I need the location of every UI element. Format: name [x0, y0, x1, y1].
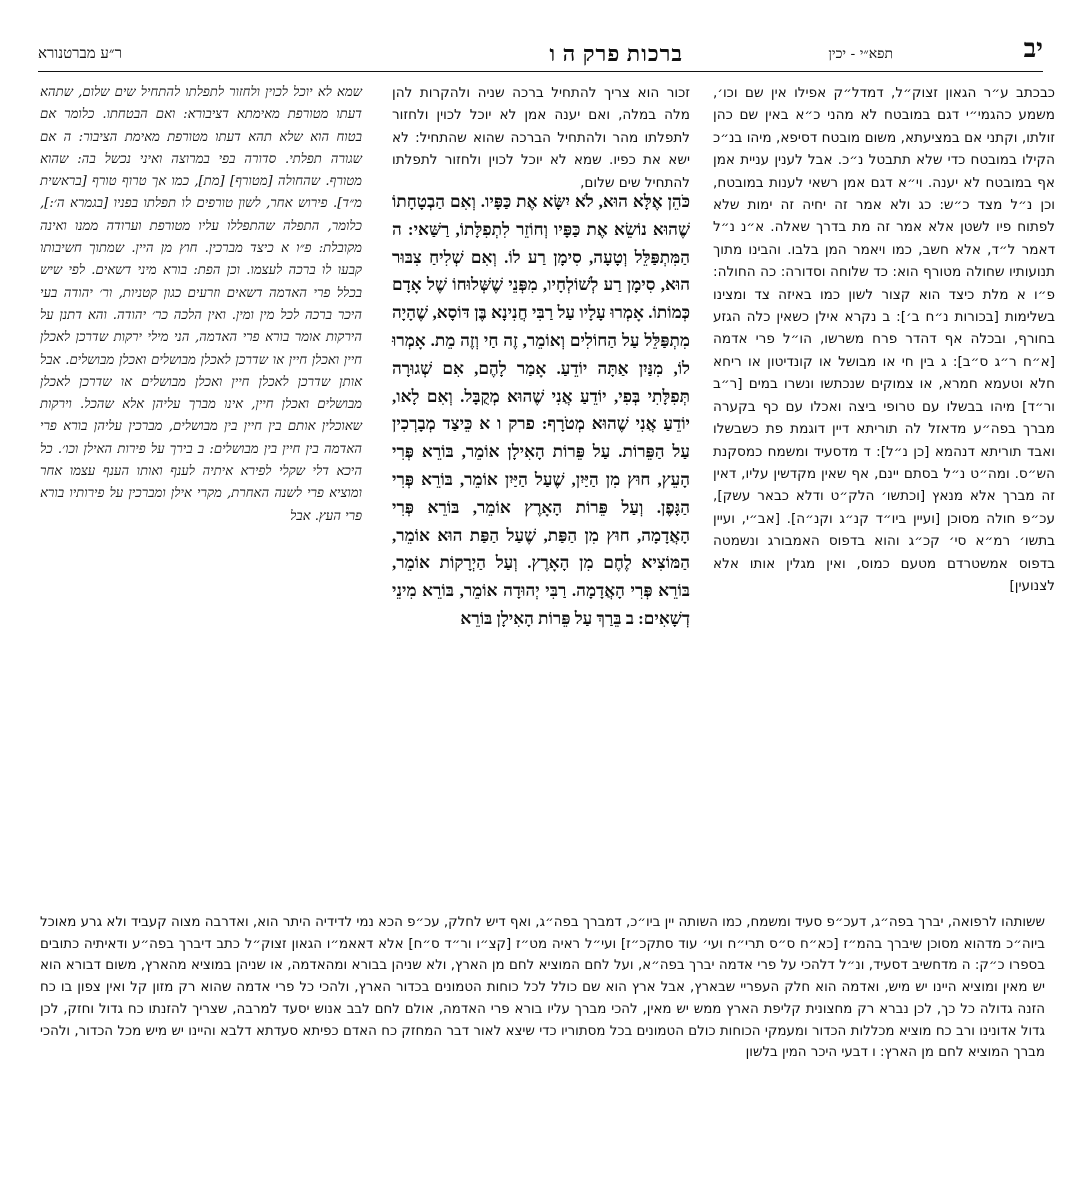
header-rule	[38, 71, 1043, 72]
bottom-commentary	[40, 912, 1045, 1182]
bottom-commentary-text: ששותהו לרפואה, יברך בפה״ג, דעכ״פ סעיד ומשמח, כמו השותה יין ביו״כ, דמברך בפה״ג, ואף דיש לחלק, עכ״פ הכא נמי לדידיה היתר הוא, ואדרבה מצוה קעביד ולא גרע מאוכל ביוה״כ מדהוא מסוכן שיברך בהמ״ז [כא״ח ס״ס תרי״ח ועי׳ עוד סתקכ״ז] ועי״ל ראיה מט״ז [קצ״ו ור״ד ס״ח] אלא דאאמ״ו הגאון זצוק״ל כתב דיברך בפה״ע ודאיתיה כתובים בספרו כ״ק: ה מדחשיב דסעיד, ונ״ל דלהכי על פרי אדמה יברך בפה״א, ועל לחם המוציא לחם מן הארץ, ולא שניהן בבורא ומהאדמה, או שניהן במוציא מהארץ, משום דבורא הוא יש מאין ומוציא היינו יש מיש, ואדמה הוא חלק העפריי שבארץ, אבל ארץ הוא שם כולל לכל כוחות הטמונים בכדור הארץ, ולהכי כל פרי אדמה שהוא רק מזון קל ואין צפון בו כח הזנה גדולה כל כך, לכן נברא רק מחצונית קליפת הארץ ממש יש מאין, להכי מברך עליו בורא פרי האדמה, אולם לחם לבב אנוש יסעד למרבה, שצריך להזנתו כח גדול וחזק, לכן גדול אדונינו ורב כח מוציא מכללות הכדור ומעמקי הכוחות כולם הטמונים בכל מסתוריו כדי שיצא לאור דבר המחזק כח האדם כפיתא סעדתא דלבא והיינו יש מיש מכל הכדור, ולהכי מברך המוציא לחם מן הארץ: ו דבעי היכר המין בלשון	[40, 915, 1045, 1061]
page-header	[38, 34, 1043, 72]
left-commentary-text: שמא לא יוכל לכוין ולחזור לתפלתו להתחיל שים שלום, שתהא דעתו מטורפת מאימתא דציבורא: ואם הבטחתו. כלומר אם בטוח הוא שלא תהא דעתו מטורפת מאימת הציבור: ה אם שגורה תפלתי. סדורה בפי במרוצה ואיני נכשל בה: שהוא מטורף. שהחולה [מטורף] [מת], כמו אך טרוף טורף [בראשית מ״ד]. פירוש אחר, לשון טורפים לו תפלתו בפניו [בגמרא ה׳:], כלומר, התפלה שהתפללו עליו מטורפת וערודה ממנו ואינה מקובלת: פ״ו א כיצד מברכין. חוץ מן היין. שמתוך חשיבותו קבעו לו ברכה לעצמו. וכן הפת: בורא מיני דשאים. לפי שיש בכלל פרי האדמה דשאים וזרעים כגון קטניות, ור׳ יהודה בעי היכר ברכה לכל מין ומין. ואין הלכה כר׳ יהודה. והא דתנן על הירקות אומר בורא פרי האדמה, הני מילי ירקות שדרכן לאכלן חיין ואכלן חיין או שדרכן לאכלן מבושלים ואכלן מבושלים. אבל אותן שדרכן לאכלן חיין ואכלן מבושלים או שדרכן לאכלן מבושלים ואכלן חיין, אינו מברך עליהן אלא שהכל. וירקות שאוכלין אותם בין חיין בין מבושלים, מברכין עליהן בורא פרי האדמה בין חיין בין מבושלים: ב בירך על פירות האילן וכו׳. כל היכא דלי שקלי לפירא איתיה לענף ואותו הענף עצמו אחר ומוציא פרי לשנה האחרת, מקרי אילן ומברכין על פירותיו בורא פרי העץ. אבל	[40, 85, 362, 524]
tiferet-yisrael-commentary	[713, 82, 1055, 910]
bartenura-commentary	[40, 82, 362, 910]
commentator-label: ר״ע מברטנורא	[38, 44, 122, 62]
main-text: כֹּהֵן אֶלָּא הוּא, לֹא יִשָּׂא אֶת כַּפָּיו. וְאִם הַבְטָחָתוֹ שֶׁהוּא נוֹשֵׂא אֶת כַּפָּיו וְחוֹזֵר לִתְפִלָּתוֹ, רַשַּׁאי: ה הַמִּתְפַּלֵּל וְטָעָה, סִימָן רַע לוֹ. וְאִם שְׁלִיחַ צִבּוּר הוּא, סִימָן רַע לְשׁוֹלְחָיו, מִפְּנֵי שֶׁשְּׁלוּחוֹ שֶׁל אָדָם כְּמוֹתוֹ. אָמְרוּ עָלָיו עַל רַבִּי חֲנִינָא בֶּן דּוֹסָא, שֶׁהָיָה מִתְפַּלֵּל עַל הַחוֹלִים וְאוֹמֵר, זֶה חַי וְזֶה מֵת. אָמְרוּ לוֹ, מִנַּיִן אַתָּה יוֹדֵעַ. אָמַר לָהֶם, אִם שְׁגוּרָה תְּפִלָּתִי בְּפִי, יוֹדֵעַ אֲנִי שֶׁהוּא מְקֻבָּל. וְאִם לָאו, יוֹדֵעַ אֲנִי שֶׁהוּא מְטֹרָף: פרק ו א כֵּיצַד מְבָרְכִין עַל הַפֵּרוֹת. עַל פֵּרוֹת הָאִילָן אוֹמֵר, בּוֹרֵא פְּרִי הָעֵץ, חוּץ מִן הַיַּיִן, שֶׁעַל הַיַּיִן אוֹמֵר, בּוֹרֵא פְּרִי הַגָּפֶן. וְעַל פֵּרוֹת הָאָרֶץ אוֹמֵר, בּוֹרֵא פְּרִי הָאֲדָמָה, חוּץ מִן הַפַּת, שֶׁעַל הַפַּת הוּא אוֹמֵר, הַמּוֹצִיא לֶחֶם מִן הָאָרֶץ. וְעַל הַיְרָקוֹת אוֹמֵר, בּוֹרֵא פְּרִי הָאֲדָמָה. רַבִּי יְהוּדָה אוֹמֵר, בּוֹרֵא מִינֵי דְשָׁאִים: ב בֵּרַךְ עַל פֵּרוֹת הָאִילָן בּוֹרֵא	[392, 192, 690, 628]
top-commentary-text: זכור הוא צריך להתחיל ברכה שניה ולהקרות להן מלה במלה, ואם יענה אמן לא יוכל לכוין ולחזור לתפלתו מהר ולהתחיל הברכה שהוא שהתחיל: לא ישא את כפיו. שמא לא יוכל לכוין ולחזור לתפלתו להתחיל שים שלום,	[392, 85, 690, 191]
page-number: יב	[1023, 34, 1043, 64]
mishnah-text	[392, 188, 690, 913]
page-title: ברכות פרק ה ו	[549, 41, 683, 66]
commentary-label: תפא״י - יכין	[828, 46, 893, 62]
top-commentary	[392, 82, 690, 191]
right-commentary-text: כבכתב ע״ר הגאון זצוק״ל, דמדל״ק אפילו אין שם וכו׳, משמע כהגמי״י דגם במובטח לא מהני כ״א באין שם כהן זולתו, וקתני אם במציעתא, משום מובטח דסיפא, מיהו בנ״כ הקילו במובטח כדי שלא תתבטל נ״כ. אבל לענין עניית אמן אף במובטח לא יענה. וי״א דגם אמן רשאי לענות במובטח, וכן נ״ל מצד כ״ש: כג ולא אמר זה יחיה זה ימות שלא לפתוח פיו לשטן אלא אמר זה מת בדרך שאלה. א״נ נ״ל דאמר ל״ד, אלא חשב, כמו ויאמר המן בלבו. והבינו מתוך תנועותיו שחולה מטורף הוא: כד שלוחה וסדורה: כה החולה: פ״ו א מלת כיצד הוא קצור לשון כמו באיזה צד ומצינו בשלימות [בכורות נ״ח ב׳]: ב נקרא אילן כשאין כלה הגזע בחורף, ובכלה אף דהדר פרח משרשו, הו״ל פרי אדמה [א״ח ר״ג ס״ב]: ג בין חי או מבושל או קונדיטון או ריחא חלא וטעמא חמרא, או צמוקים שנכתשו ונשרו במים [ר״ב ור״ד] מיהו בבשלו עם טרופי ביצה ואכלו עם כף בקערה מברך בפה״ע מדאזל לה תוריתא דיין דוגמת פת כשבשלו ואבד תוריתא דנהמא [כן נ״ל]: ד מדסעיד ומשמח כמסקנת הש״ס. ומה״ט נ״ל בסתם יינם, אף שאין מקדשין עליו, דאין זה מברך אלא מנאץ [וכתשו׳ הלק״ט ודלא כבאר עשק], עכ״פ חולה מסוכן [ועיין ביו״ד קנ״ג וקנ״ה]. [אב״י, ועיין בתשו׳ רמ״א סי׳ קכ״ג והוא בדפוס האמבורג ונשמטה בדפוס אמשטרדם מטעם כמוס, ואין מגלין אותו אלא לצנועין]	[713, 85, 1055, 594]
